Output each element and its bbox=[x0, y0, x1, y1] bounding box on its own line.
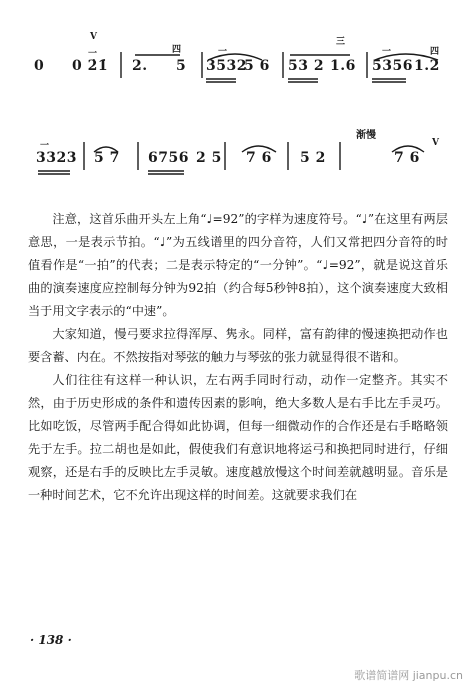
string-mark: 一 bbox=[88, 49, 98, 59]
page-number: · 138 · bbox=[30, 633, 72, 647]
note-group: 7 6 bbox=[246, 150, 272, 166]
note-group: 5 7 bbox=[94, 150, 120, 166]
notation-line-2 bbox=[0, 120, 471, 180]
note-group: 0 bbox=[34, 58, 45, 74]
string-mark: 一 bbox=[218, 47, 228, 57]
body-text bbox=[28, 208, 448, 507]
notation-line-1 bbox=[0, 30, 471, 90]
paragraph-slow-shift: 大家知道，慢弓要求拉得浑厚、隽永。同样，富有韵律的慢速换把动作也要含蓄、内在。不然按指对琴弦的触力与琴弦的张力就显得很不谐和。 bbox=[28, 327, 448, 364]
note-group: 5 bbox=[176, 58, 187, 74]
note-group: 2 5 bbox=[196, 150, 222, 166]
string-mark: 一 bbox=[40, 141, 50, 151]
bow-mark: V bbox=[90, 32, 97, 42]
paragraph-tempo-symbol: 注意，这首乐曲开头左上角“♩=92”的字样为速度符号。“♩”在这里有两层意思，一是表示节拍。“♩”为五线谱里的四分音符，人们又常把四分音符的时值看作是“一拍”的代表；二是表示特定的“一分钟”。“♩=92”，就是说这首乐曲的演奏速度应控制每分钟为92拍（约合每5秒钟8拍），这个演奏速度大致相当于用文字表示的“中速”。 bbox=[28, 212, 448, 318]
note-group: 3532 bbox=[206, 58, 247, 74]
tempo-marking: 渐慢 bbox=[356, 130, 376, 141]
note-group: 3323 bbox=[36, 150, 77, 166]
bow-mark: V bbox=[432, 138, 439, 148]
note-group: 1.6 bbox=[330, 58, 356, 74]
paragraph-hand-coordination: 人们往往有这样一种认识，左右两手同时行动，动作一定整齐。其实不然，由于历史形成的条件和遗传因素的影响，绝大多数人是右手比左手灵巧。比如吃饭，尽管两手配合得如此协调，但每一细微动作的合作还是右手略略领先于左手。拉二胡也是如此，假使我们有意识地将运弓和换把同时进行，仔细观察，还是右手的反映比左手灵敏。速度越放慢这个时间差就越明显。音乐是一种时间艺术，它不允许出现这样的时间差。这就要求我们在 bbox=[28, 373, 448, 502]
position-mark: 三 bbox=[336, 37, 346, 47]
note-group: 5356 bbox=[372, 58, 413, 74]
string-mark: 一 bbox=[382, 47, 392, 57]
note-group: 0 2̇1̇ bbox=[72, 58, 109, 74]
note-group: 53 2 bbox=[288, 58, 325, 74]
note-group: 5 6 bbox=[244, 58, 270, 74]
watermark: 歌谱简谱网 jianpu.cn bbox=[354, 669, 463, 682]
note-group: 6756 bbox=[148, 150, 189, 166]
position-mark: 四 bbox=[172, 45, 182, 55]
note-group: 2. bbox=[132, 58, 148, 74]
note-group: 1.2 bbox=[414, 58, 440, 74]
note-group: 5 2 bbox=[300, 150, 326, 166]
position-mark: 四 bbox=[430, 47, 440, 57]
note-group: 7 6 bbox=[394, 150, 420, 166]
